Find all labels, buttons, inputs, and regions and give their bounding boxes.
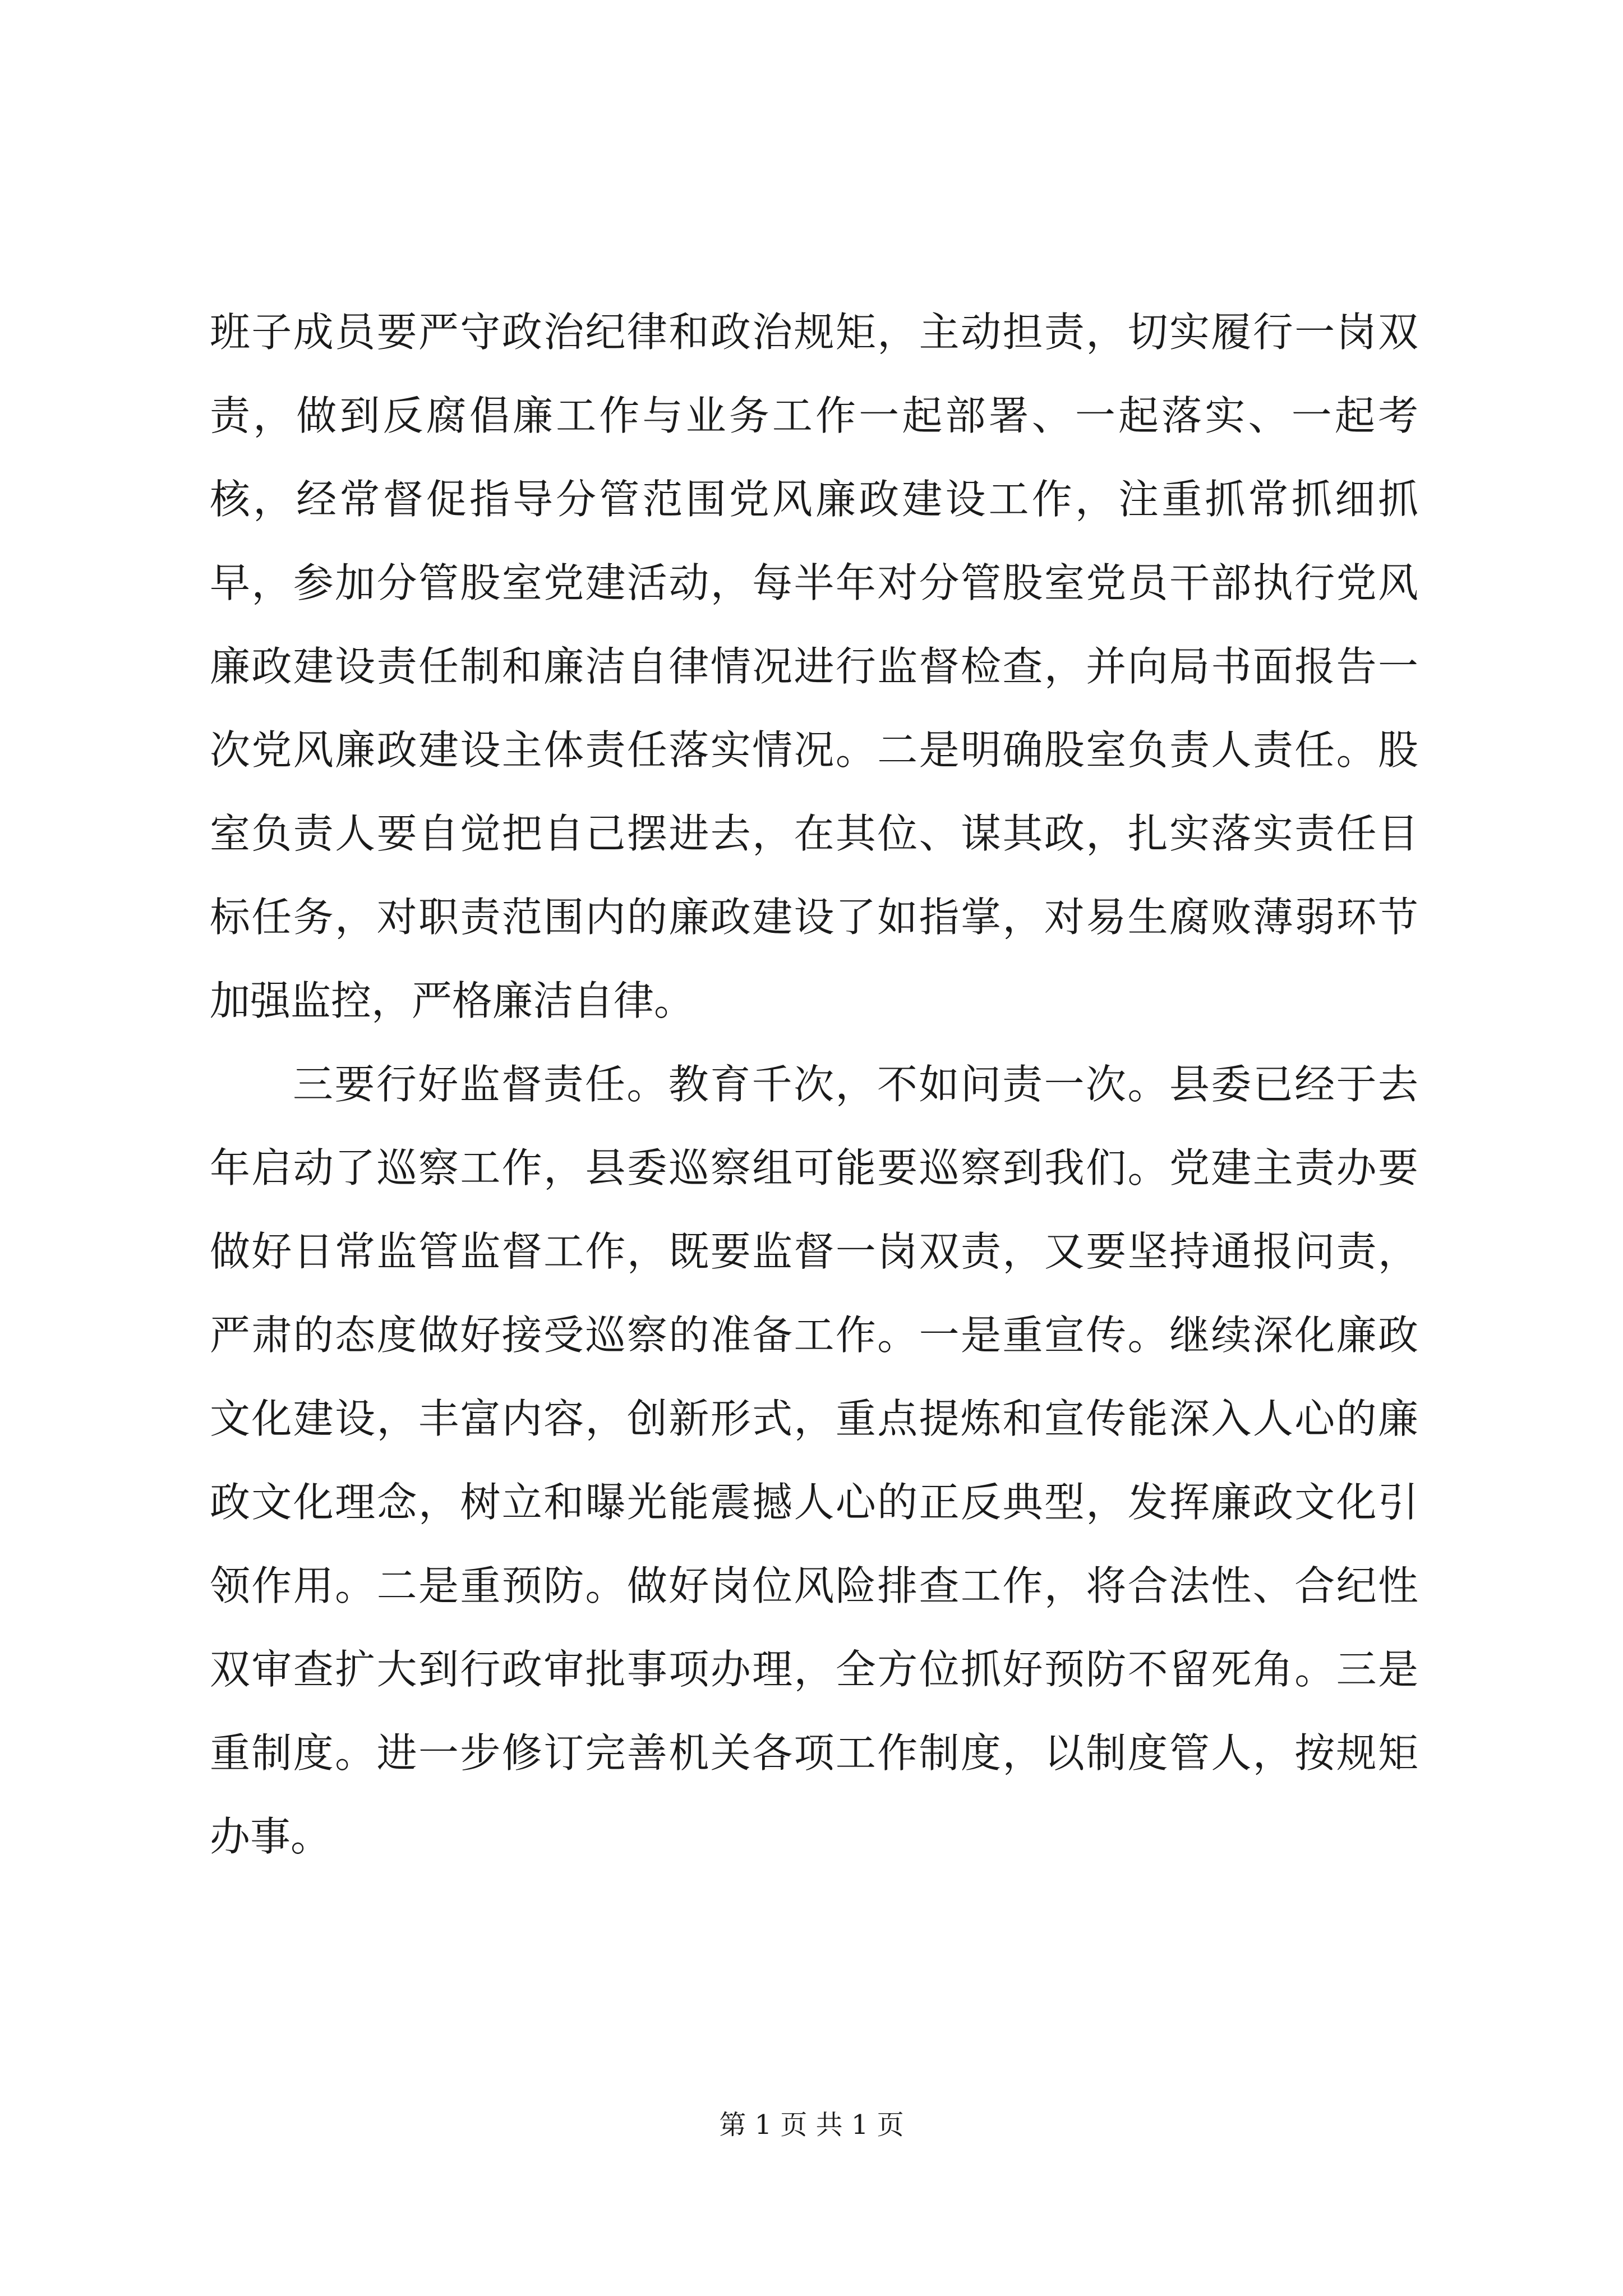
paragraph-supervision: 三要行好监督责任。教育千次，不如问责一次。县委已经于去年启动了巡察工作，县委巡察组可能要巡察到我们。党建主责办要做好日常监管监督工作，既要监督一岗双责，又要坚持通报问责，严肃的态度做好接受巡察的准备工作。一是重宣传。继续深化廉政文化建设，丰富内容，创新形式，重点提炼和宣传能深入人心的廉政文化理念，树立和曝光能震撼人心的正反典型，发挥廉政文化引领作用。二是重预防。做好岗位风险排查工作，将合法性、合纪性双审查扩大到行政审批事项办理，全方位抓好预防不留死角。三是重制度。进一步修订完善机关各项工作制度，以制度管人，按规矩办事。 <box>210 1061 1418 1860</box>
page-number-footer: 第 1 页 共 1 页 <box>719 2109 904 2141</box>
paragraph-responsibility: 班子成员要严守政治纪律和政治规矩，主动担责，切实履行一岗双责，做到反腐倡廉工作与业务工作一起部署、一起落实、一起考核，经常督促指导分管范围党风廉政建设工作，注重抓常抓细抓早，参加分管股室党建活动，每半年对分管股室党员干部执行党风廉政建设责任制和廉洁自律情况进行监督检查，并向局书面报告一次党风廉政建设主体责任落实情况。二是明确股室负责人责任。股室负责人要自觉把自己摆进去，在其位、谋其政，扎实落实责任目标任务，对职责范围内的廉政建设了如指掌，对易生腐败薄弱环节加强监控，严格廉洁自律。 <box>210 309 1418 1024</box>
document-body <box>210 291 1418 1879</box>
